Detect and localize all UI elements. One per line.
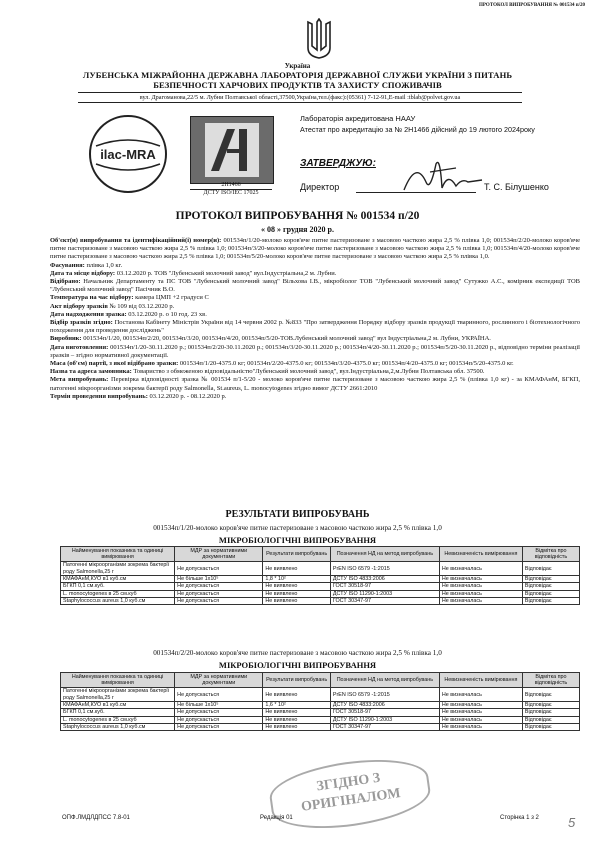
footer-code: ОПФ.ЛМДЛДПСС 7.8-01 bbox=[62, 815, 130, 821]
field-producer: Виробник: 001534п/1/20, 001534п/2/20, 001534п/3/20, 001534п/4/20, 001534п/5/20-ТОВ.Лубенський молочний завод" вул Індустріальна,2 м. Лубни, УКРАЇНА. bbox=[50, 335, 491, 343]
field-customer: Назва та адреса замовника: Товариство з обмеженою відповідальністю"Лубенський молочний завод", вул.Індустріальна,2,м.Лубни Полтавська обл. 37500. bbox=[50, 368, 485, 376]
footer-edition: Редакція 01 bbox=[260, 815, 293, 821]
cert-standard: ДСТУ ISO/IEC 17025 bbox=[190, 189, 272, 197]
col-header: МДР за нормативними документами bbox=[175, 547, 263, 562]
results-table-2 bbox=[60, 672, 580, 731]
director-label: Директор bbox=[300, 182, 340, 192]
signature-icon bbox=[396, 152, 486, 200]
col-header: Результати випробувань bbox=[263, 673, 330, 688]
footer-page: Сторінка 1 з 2 bbox=[500, 815, 539, 821]
ilac-mra-logo-icon bbox=[86, 112, 170, 196]
field-purpose: Мета випробувань: Перевірка відповідності зразка № 001534 п/1-5/20 - молоко коров'яче питне пастеризоване з масовою часткою жира 2,5 % (плівка 1,0 кг) - за КМАФАнМ, БГКП, патогенні мікроорганізми зокрема бактерії роду Salmonella, St.aureus, L. monocytogenes згідно вимог ДСТУ 2661:2010 bbox=[50, 376, 581, 392]
col-header: Результати випробувань bbox=[263, 547, 330, 562]
lab-name-line2: БЕЗПЕЧНОСТІ ХАРЧОВИХ ПРОДУКТІВ ТА ЗАХИСТУ СПОЖИВАЧІВ bbox=[153, 80, 442, 90]
country-label: Україна bbox=[284, 62, 311, 70]
table-row: L. monocytogenes в 25 см.куб Не допускається Не виявлено ДСТУ ISO 11290-1:2003 Не визначалась Відповідає bbox=[61, 716, 580, 723]
col-header: Невизначеність вимірювання bbox=[439, 673, 522, 688]
accreditation-line2: Атестат про акредитацію за № 2Н1466 дійсний до 19 лютого 2024року bbox=[300, 125, 535, 134]
field-act: Акт відбору зразків № 109 від 03.12.2020 р. bbox=[50, 302, 175, 310]
field-sampled-by: Відібрано: Начальник Департаменту та ПС ТОВ "Лубенський молочний завод" Вільхова І.В., мікробіолог ТОВ "Лубенський молочний завод" Сутужко А.С., комірник експедиції ТОВ "Лубенський молочний завод" Пасічник В.О. bbox=[50, 278, 580, 294]
table-row: БГКП 0,1 см.куб. Не допускається Не виявлено ГОСТ 30518-97 Не визначалась Відповідає bbox=[61, 583, 580, 590]
col-header: Найменування показника та одиниці вимірювання bbox=[61, 547, 175, 562]
col-header: Відмітка про відповідність bbox=[522, 547, 579, 562]
director-name: Т. С. Білушенко bbox=[484, 182, 549, 192]
col-header: Відмітка про відповідність bbox=[522, 673, 579, 688]
sample-2-title: 001534п/2/20-молоко коров'яче питне пастеризоване з масовою часткою жира 2,5 % плівка 1,0 bbox=[153, 649, 442, 657]
col-header: Невизначеність вимірювання bbox=[439, 547, 522, 562]
col-header: Позначення НД на метод випробувань bbox=[330, 673, 439, 688]
ilac-mra-logo-text: ilac-MRA bbox=[100, 147, 156, 162]
handwritten-page-number: 5 bbox=[568, 815, 576, 830]
field-mfg-date: Дата виготовлення: 001534п/1/20-30.11.2020 р.; 001534п/2/20-30.11.2020 р.; 001534п/3/20-30.11.2020 р.; 001534п/4/20-30.11.2020 р.; 001534п/5/20-30.11.2020 р., відповідно терміни реалізації зразків – згідно нормативної документації. bbox=[50, 343, 580, 359]
protocol-date: « 08 » грудня 2020 р. bbox=[261, 225, 334, 234]
table-row: Staphylococcus aureus 1,0 куб.см Не допускається Не виявлено ГОСТ 30347-97 Не визначалась Відповідає bbox=[61, 723, 580, 730]
sample-2-section: МІКРОБІОЛОГІЧНІ ВИПРОБУВАННЯ bbox=[218, 660, 377, 670]
results-title: РЕЗУЛЬТАТИ ВИПРОБУВАНЬ bbox=[225, 509, 370, 520]
lab-address: вул. Драгоманова,22/5 м. Лубни Полтавської області,37500,Україна,тел.(факс):(05361) 7-12-91,E-mail :tblab@polvet.gov.ua bbox=[78, 92, 522, 103]
field-mass: Маса (об'єм) партії, з якої відібрано зразки: 001534п/1/20-4375.0 кг; 001534п/2/20-4375.0 кг; 001534п/3/20-4375.0 кг; 001534п/4/20-4375.0 кг; 001534п/5/20-4375.0 кг. bbox=[50, 360, 514, 368]
lab-name-line1: ЛУБЕНСЬКА МІЖРАЙОННА ДЕРЖАВНА ЛАБОРАТОРІЯ ДЕРЖАВНОЇ СЛУЖБИ УКРАЇНИ З ПИТАНЬ bbox=[82, 70, 513, 80]
table-row: Staphylococcus aureus 1,0 куб.см Не допускається Не виявлено ГОСТ 30347-97 Не визначалась Відповідає bbox=[61, 597, 580, 604]
protocol-details bbox=[50, 237, 580, 401]
col-header: Позначення НД на метод випробувань bbox=[330, 547, 439, 562]
field-term: Термін проведення випробувань: 03.12.2020 р. - 08.12.2020 р. bbox=[50, 392, 227, 400]
header-protocol-ref: ПРОТОКОЛ ВИПРОБУВАННЯ № 001534 п/20 bbox=[479, 3, 585, 8]
col-header: МДР за нормативними документами bbox=[175, 673, 263, 688]
table-header-row bbox=[61, 673, 580, 688]
table-row: Патогенні мікроорганізми зокрема бактерії роду Salmonella,25 г Не допускається Не виявлено PrEN ISO 6579 -1:2015 Не визначалась Відповідає bbox=[61, 562, 580, 576]
table-row: Патогенні мікроорганізми зокрема бактерії роду Salmonella,25 г Не допускається Не виявлено PrEN ISO 6579 -1:2015 Не визначалась Відповідає bbox=[61, 688, 580, 702]
table-row: КМАФАнМ,КУО в1 куб.см Не більше 1х10⁵ 1,8 * 10² ДСТУ ISO 4833:2006 Не визначалась Відповідає bbox=[61, 576, 580, 583]
trident-emblem-icon bbox=[306, 18, 332, 60]
accreditation-line1: Лабораторія акредитована НААУ bbox=[300, 114, 416, 123]
table-row: L. monocytogenes в 25 см.куб Не допускається Не виявлено ДСТУ ISO 11290-1:2003 Не визначалась Відповідає bbox=[61, 590, 580, 597]
field-packaging: Фасування: плівка 1,0 кг. bbox=[50, 261, 123, 269]
table-row: КМАФАнМ,КУО в1 куб.см Не більше 1х10⁵ 1,6 * 10² ДСТУ ISO 4833:2006 Не визначалась Відповідає bbox=[61, 702, 580, 709]
field-sampling: Дата та місце відбору: 03.12.2020 р. ТОВ "Лубенський молочний завод" вул.Індустріальна,2 м. Лубни. bbox=[50, 269, 337, 277]
col-header: Найменування показника та одиниці вимірювання bbox=[61, 673, 175, 688]
cert-number: 2H1466 bbox=[221, 182, 241, 188]
table-header-row bbox=[61, 547, 580, 562]
sample-1-section: МІКРОБІОЛОГІЧНІ ВИПРОБУВАННЯ bbox=[218, 535, 377, 545]
protocol-title: ПРОТОКОЛ ВИПРОБУВАННЯ № 001534 п/20 bbox=[175, 210, 420, 222]
field-object: Об'єкт(и) випробування та ідентифікаційний(і) номер(и): 001534п/1/20-молоко коров'яче питне пастеризоване з масовою часткою жира 2,5 % плівка 1,0; 001534п/2/20-молоко коров'яче питне пастеризоване з масовою часткою жира 2,5 % плівка 1,0; 001534п/3/20-молоко коров'яче питне пастеризоване з масовою часткою жира 2,5 % плівка 1,0; 001534п/4/20-молоко коров'яче питне пастеризоване з масовою часткою жира 2,5 % плівка 1,0; 001534п/5/20-молоко коров'яче питне пастеризоване з масовою часткою жира 2,5 % плівка 1,0. bbox=[50, 237, 581, 261]
field-method: Відбір зразків згідно: Постанова Кабінету Міністрів України від 14 червня 2002 р. №833 "Про затвердження Порядку відбору зразків продукції тваринного, рослинного і біотехнологічного походження для проведення досліджень" bbox=[50, 319, 581, 335]
field-temperature: Температура на час відбору: камера ЦМП +2 градуси С bbox=[50, 294, 209, 302]
field-received: Дата надходження зразка: 03.12.2020 р. о 10 год. 23 хв. bbox=[50, 310, 207, 318]
cert-box bbox=[190, 182, 272, 197]
copy-stamp: ЗГІДНО З ОРИГІНАЛОМ bbox=[266, 751, 433, 837]
approve-label: ЗАТВЕРДЖУЮ: bbox=[300, 158, 376, 169]
sample-1-title: 001534п/1/20-молоко коров'яче питне пастеризоване з масовою часткою жира 2,5 % плівка 1,0 bbox=[153, 524, 442, 532]
naau-logo-icon bbox=[190, 116, 274, 184]
table-row: БГКП 0,1 см.куб. Не допускається Не виявлено ГОСТ 30518-97 Не визначалась Відповідає bbox=[61, 709, 580, 716]
results-table-1 bbox=[60, 546, 580, 605]
